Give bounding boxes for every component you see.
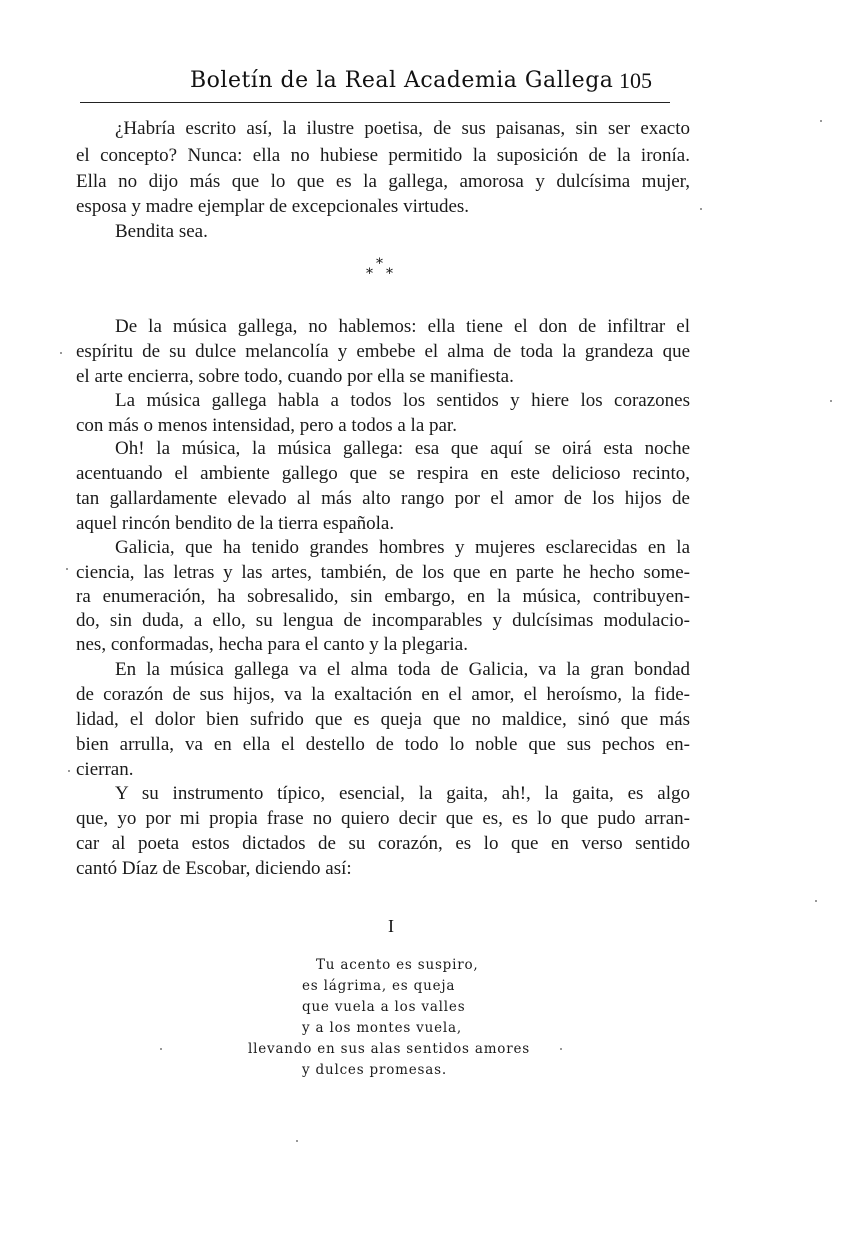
poem-line: y dulces promesas. [302, 1062, 447, 1078]
text-line: ¿Habría escrito así, la ilustre poetisa, de sus paisanas, sin ser exacto [115, 118, 690, 139]
text-line: En la música gallega va el alma toda de Galicia, va la gran bondad [115, 659, 690, 680]
text-line: de corazón de sus hijos, va la exaltación en el amor, el heroísmo, la fide- [76, 684, 690, 705]
text-line: La música gallega habla a todos los sentidos y hiere los corazones [115, 390, 690, 411]
running-header [80, 64, 670, 104]
text-line: acentuando el ambiente gallego que se respira en este delicioso recinto, [76, 463, 690, 484]
text-line: espíritu de su dulce melancolía y embebe el alma de toda la grandeza que [76, 341, 690, 362]
poem-line: es lágrima, es queja [302, 978, 456, 994]
poem-line: que vuela a los valles [302, 999, 466, 1015]
text-line: do, sin duda, a ello, su lengua de incomparables y dulcísimas modulacio- [76, 610, 690, 631]
poem-section-numeral: I [388, 916, 394, 936]
text-line: Y su instrumento típico, esencial, la gaita, ah!, la gaita, es algo [115, 783, 690, 804]
poem-line: llevando en sus alas sentidos amores [248, 1041, 530, 1057]
poem-line: Tu acento es suspiro, [316, 957, 479, 973]
text-line: Ella no dijo más que lo que es la gallega, amorosa y dulcísima mujer, [76, 171, 690, 192]
text-line: De la música gallega, no hablemos: ella tiene el don de infiltrar el [115, 316, 690, 337]
text-line: Bendita sea. [115, 221, 208, 242]
text-line: car al poeta estos dictados de su corazón, es lo que en verso sentido [76, 833, 690, 854]
text-line: cierran. [76, 759, 134, 780]
text-line: bien arrulla, va en ella el destello de todo lo noble que sus pechos en- [76, 734, 690, 755]
text-line: esposa y madre ejemplar de excepcionales virtudes. [76, 196, 470, 217]
text-line: el concepto? Nunca: ella no hubiese permitido la suposición de la ironía. [76, 145, 690, 166]
text-line: aquel rincón bendito de la tierra española. [76, 513, 395, 534]
text-line: cantó Díaz de Escobar, diciendo así: [76, 858, 352, 879]
text-line: Galicia, que ha tenido grandes hombres y mujeres esclarecidas en la [115, 537, 690, 558]
text-line: ra enumeración, ha sobresalido, sin embargo, en la música, contribuyen- [76, 586, 690, 607]
asterisk-mark: * [376, 256, 383, 272]
asterisk-mark: * [386, 266, 393, 282]
text-line: lidad, el dolor bien sufrido que es queja que no maldice, sinó que más [76, 709, 690, 730]
asterisk-mark: * [366, 266, 373, 282]
text-line: que, yo por mi propia frase no quiero decir que es, es lo que pudo arran- [76, 808, 690, 829]
journal-title: Boletín de la Real Academia Gallega [190, 68, 614, 93]
text-line: tan gallardamente elevado al más alto rango por el amor de los hijos de [76, 488, 690, 509]
header-rule [80, 102, 670, 103]
section-asterism [352, 256, 412, 286]
text-line: ciencia, las letras y las artes, también, de los que en parte he hecho some- [76, 562, 690, 583]
text-line: con más o menos intensidad, pero a todos a la par. [76, 415, 457, 436]
text-line: Oh! la música, la música gallega: esa que aquí se oirá esta noche [115, 438, 690, 459]
text-line: el arte encierra, sobre todo, cuando por ella se manifiesta. [76, 366, 514, 387]
text-line: nes, conformadas, hecha para el canto y la plegaria. [76, 634, 468, 655]
poem-line: y a los montes vuela, [302, 1020, 462, 1036]
page-number: 105 [619, 68, 652, 93]
